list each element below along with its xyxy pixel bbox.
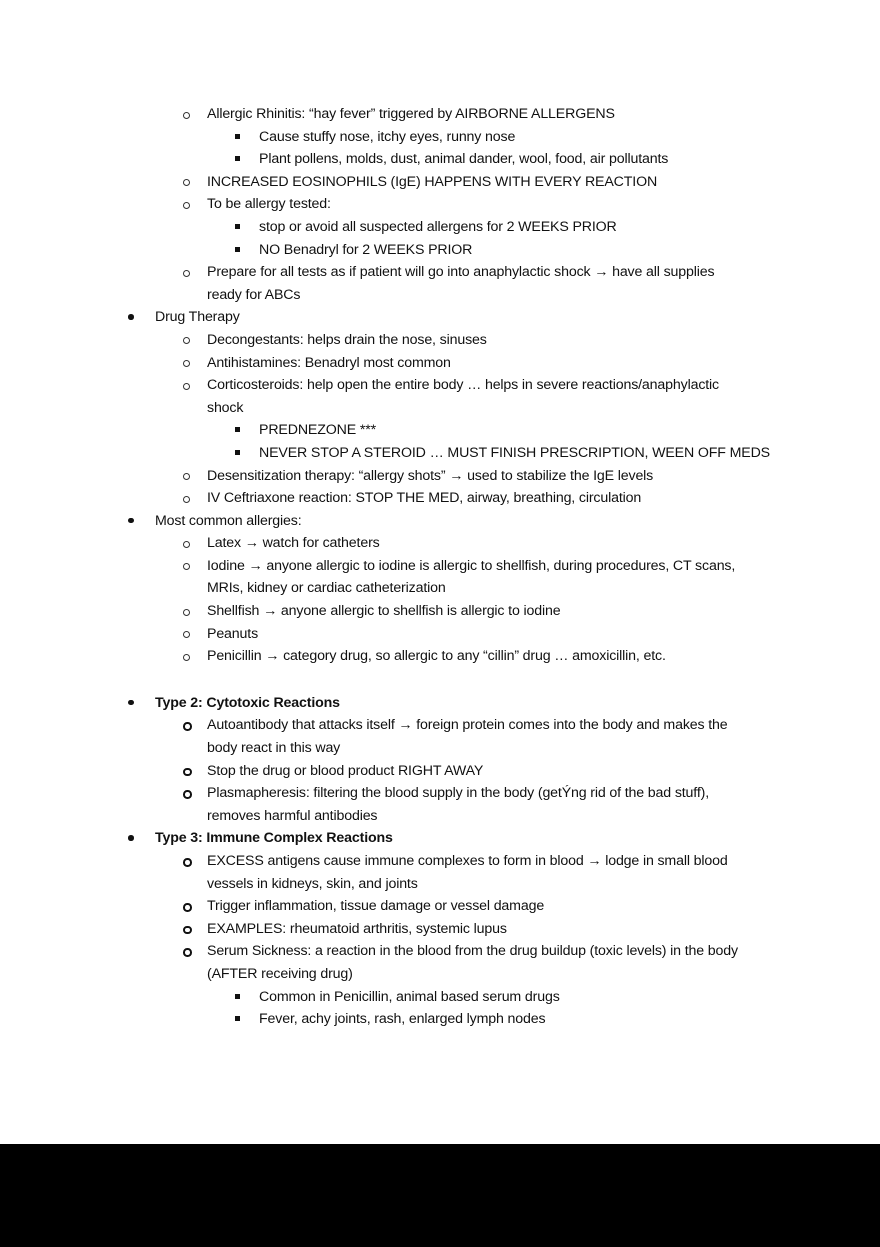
list-item	[0, 623, 880, 646]
list-item-text: Cause stuffy nose, itchy eyes, runny nose	[259, 128, 516, 145]
list-item-text: Plasmapheresis: filtering the blood supply in the body (getÝng rid of the bad stuff),	[207, 785, 709, 802]
list-item-continuation	[0, 397, 880, 420]
list-item-text: Latex → watch for catheters	[207, 535, 380, 552]
list-item-continuation	[0, 873, 880, 896]
list-item-text: Serum Sickness: a reaction in the blood from the drug buildup (toxic levels) in the body	[207, 943, 738, 960]
section-drug-therapy	[0, 306, 880, 509]
list-item-text: removes harmful antibodies	[207, 807, 378, 824]
list-item-continuation	[0, 963, 880, 986]
list-item	[0, 419, 880, 442]
list-item	[0, 555, 880, 578]
list-item-continuation	[0, 737, 880, 760]
list-item	[0, 760, 880, 783]
list-item-text: EXCESS antigens cause immune complexes to form in blood → lodge in small blood	[207, 853, 728, 869]
list-heading	[0, 510, 880, 533]
list-heading	[0, 692, 880, 715]
list-item-text: EXAMPLES: rheumatoid arthritis, systemic lupus	[207, 920, 507, 937]
list-item-text: Antihistamines: Benadryl most common	[207, 354, 451, 371]
list-item-text: stop or avoid all suspected allergens for 2 WEEKS PRIOR	[259, 218, 617, 235]
list-item-continuation	[0, 805, 880, 828]
list-item-text: Peanuts	[207, 625, 259, 642]
list-item	[0, 261, 880, 284]
list-item-text: MRIs, kidney or cardiac catheterization	[207, 580, 446, 597]
section-type-3	[0, 827, 880, 1030]
list-item-text: Common in Penicillin, animal based serum drugs	[259, 988, 560, 1005]
list-item-continuation	[0, 577, 880, 600]
document-body	[0, 103, 880, 1031]
list-item-text: Decongestants: helps drain the nose, sinuses	[207, 331, 487, 348]
list-item	[0, 895, 880, 918]
list-item	[0, 442, 880, 465]
list-item	[0, 352, 880, 375]
list-item-text: IV Ceftriaxone reaction: STOP THE MED, airway, breathing, circulation	[207, 490, 642, 507]
section-allergy-continued	[0, 103, 880, 306]
list-item	[0, 126, 880, 149]
list-item-text: Desensitization therapy: “allergy shots” → used to stabilize the IgE levels	[207, 467, 654, 484]
list-item-text: (AFTER receiving drug)	[207, 965, 353, 982]
list-item	[0, 850, 880, 873]
list-item	[0, 532, 880, 555]
list-item-text: PREDNEZONE ***	[259, 422, 376, 439]
list-item-text: Autoantibody that attacks itself → foreign protein comes into the body and makes the	[207, 717, 728, 734]
list-item	[0, 193, 880, 216]
list-item-text: INCREASED EOSINOPHILS (IgE) HAPPENS WITH EVERY REACTION	[207, 173, 658, 190]
section-type-2	[0, 692, 880, 828]
list-item-text: Stop the drug or blood product RIGHT AWAY	[207, 762, 484, 779]
list-item	[0, 986, 880, 1009]
list-item	[0, 1008, 880, 1031]
list-item-text: Type 3: Immune Complex Reactions	[155, 830, 393, 847]
section-common-allergies	[0, 510, 880, 668]
list-item	[0, 374, 880, 397]
list-item-text: Shellfish → anyone allergic to shellfish is allergic to iodine	[207, 603, 561, 620]
list-item-text: Fever, achy joints, rash, enlarged lymph nodes	[259, 1011, 546, 1028]
list-item-text: Drug Therapy	[155, 309, 240, 326]
list-item-text: Trigger inflammation, tissue damage or vessel damage	[207, 898, 545, 915]
list-item	[0, 940, 880, 963]
list-item	[0, 239, 880, 262]
list-item	[0, 782, 880, 805]
list-heading	[0, 306, 880, 329]
list-item	[0, 600, 880, 623]
list-item-text: body react in this way	[207, 740, 341, 757]
list-item-text: Corticosteroids: help open the entire body … helps in severe reactions/anaphylactic	[207, 377, 719, 394]
list-item-text: Iodine → anyone allergic to iodine is allergic to shellfish, during procedures, CT scans,	[207, 557, 736, 574]
list-item-text: NEVER STOP A STEROID … MUST FINISH PRESCRIPTION, WEEN OFF MEDS	[259, 444, 770, 461]
list-item-text: To be allergy tested:	[207, 196, 331, 213]
section-gap	[0, 668, 880, 692]
list-item-text: ready for ABCs	[207, 286, 301, 303]
list-item-text: Type 2: Cytotoxic Reactions	[155, 694, 340, 711]
viewer-background	[0, 1144, 880, 1247]
list-item-continuation	[0, 284, 880, 307]
list-item	[0, 645, 880, 668]
list-item	[0, 465, 880, 488]
list-item-text: Penicillin → category drug, so allergic to any “cillin” drug … amoxicillin, etc.	[207, 648, 666, 665]
list-item	[0, 714, 880, 737]
list-item-text: Plant pollens, molds, dust, animal dander, wool, food, air pollutants	[259, 151, 669, 168]
list-item	[0, 329, 880, 352]
list-item	[0, 171, 880, 194]
list-item	[0, 216, 880, 239]
list-item	[0, 148, 880, 171]
list-item-text: Most common allergies:	[155, 512, 302, 529]
list-item-text: shock	[207, 399, 244, 416]
list-heading	[0, 827, 880, 850]
list-item-text: NO Benadryl for 2 WEEKS PRIOR	[259, 241, 473, 258]
list-item-text: Prepare for all tests as if patient will go into anaphylactic shock → have all supplies	[207, 264, 715, 281]
list-item	[0, 918, 880, 941]
list-item	[0, 103, 880, 126]
list-item-text: vessels in kidneys, skin, and joints	[207, 875, 418, 892]
list-item	[0, 487, 880, 510]
list-item-text: Allergic Rhinitis: “hay fever” triggered by AIRBORNE ALLERGENS	[207, 106, 615, 122]
